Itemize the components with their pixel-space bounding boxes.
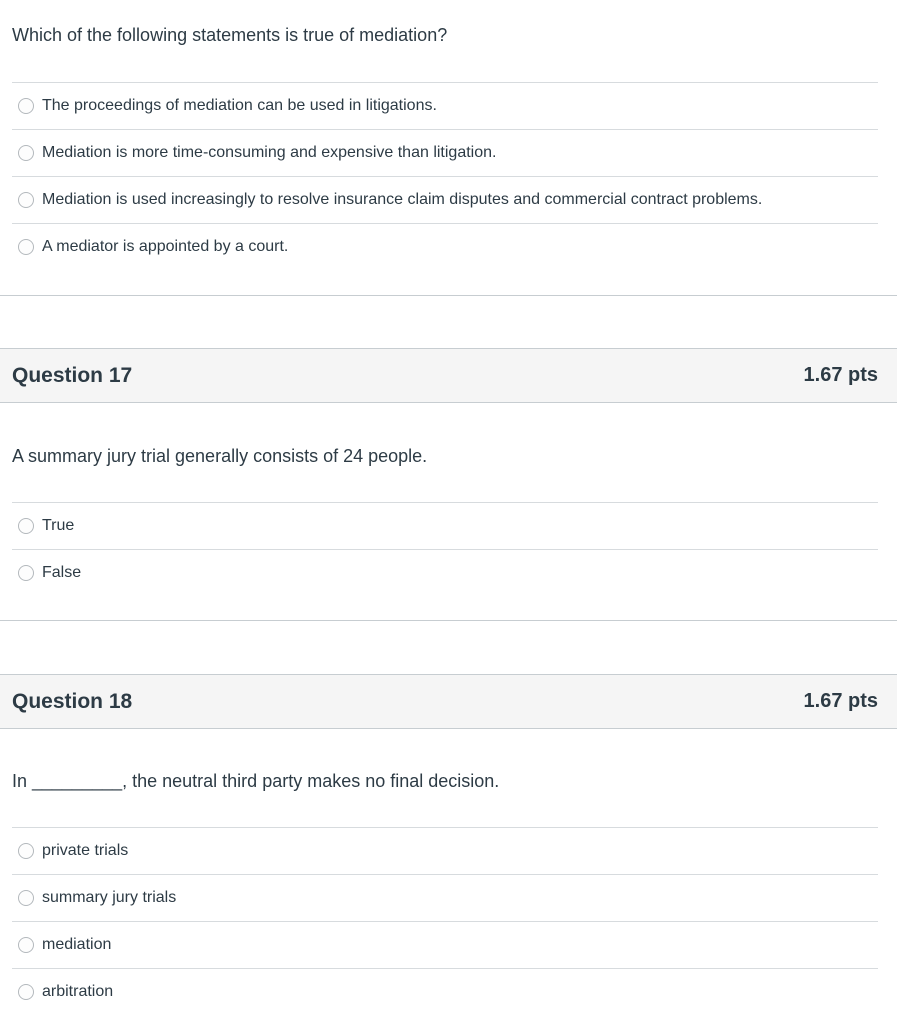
question-divider	[0, 620, 897, 621]
answer-label[interactable]: summary jury trials	[42, 889, 177, 906]
question-18-text: In _________, the neutral third party makes no final decision.	[12, 771, 500, 791]
answer-option[interactable]	[12, 875, 878, 922]
question-17-answers	[12, 502, 878, 596]
question-17-text: A summary jury trial generally consists of 24 people.	[12, 446, 428, 466]
answer-option[interactable]	[12, 503, 878, 550]
answer-option[interactable]	[12, 922, 878, 969]
question-18-title: Question 18	[12, 690, 133, 713]
answer-option[interactable]	[12, 177, 878, 224]
answer-option[interactable]	[12, 550, 878, 596]
radio-button[interactable]	[18, 239, 34, 255]
question-17-points: 1.67 pts	[803, 364, 878, 386]
answer-label[interactable]: Mediation is more time-consuming and expensive than litigation.	[42, 144, 497, 161]
radio-button[interactable]	[18, 984, 34, 1000]
answer-label[interactable]: arbitration	[42, 983, 114, 1000]
question-18-answers	[12, 827, 878, 1015]
answer-option[interactable]	[12, 130, 878, 177]
answer-label[interactable]: The proceedings of mediation can be used in litigations.	[42, 97, 437, 114]
answer-label[interactable]: False	[42, 564, 82, 581]
question-18-points: 1.67 pts	[803, 690, 878, 712]
answer-label[interactable]: Mediation is used increasingly to resolve insurance claim disputes and commercial contract problems.	[42, 191, 763, 208]
question-17-header	[0, 348, 897, 403]
radio-button[interactable]	[18, 98, 34, 114]
question-17-title: Question 17	[12, 364, 133, 387]
answer-option[interactable]	[12, 83, 878, 130]
answer-label[interactable]: A mediator is appointed by a court.	[42, 238, 289, 255]
radio-button[interactable]	[18, 192, 34, 208]
radio-button[interactable]	[18, 565, 34, 581]
radio-button[interactable]	[18, 890, 34, 906]
radio-button[interactable]	[18, 843, 34, 859]
question-16-text: Which of the following statements is true of mediation?	[12, 25, 448, 45]
radio-button[interactable]	[18, 937, 34, 953]
answer-option[interactable]	[12, 828, 878, 875]
answer-label[interactable]: mediation	[42, 936, 112, 953]
radio-button[interactable]	[18, 145, 34, 161]
answer-label[interactable]: private trials	[42, 842, 129, 859]
answer-option[interactable]	[12, 969, 878, 1015]
answer-label[interactable]: True	[42, 517, 75, 534]
radio-button[interactable]	[18, 518, 34, 534]
question-16-answers	[12, 82, 878, 270]
answer-option[interactable]	[12, 224, 878, 270]
question-divider	[0, 295, 897, 296]
question-18-header	[0, 674, 897, 729]
